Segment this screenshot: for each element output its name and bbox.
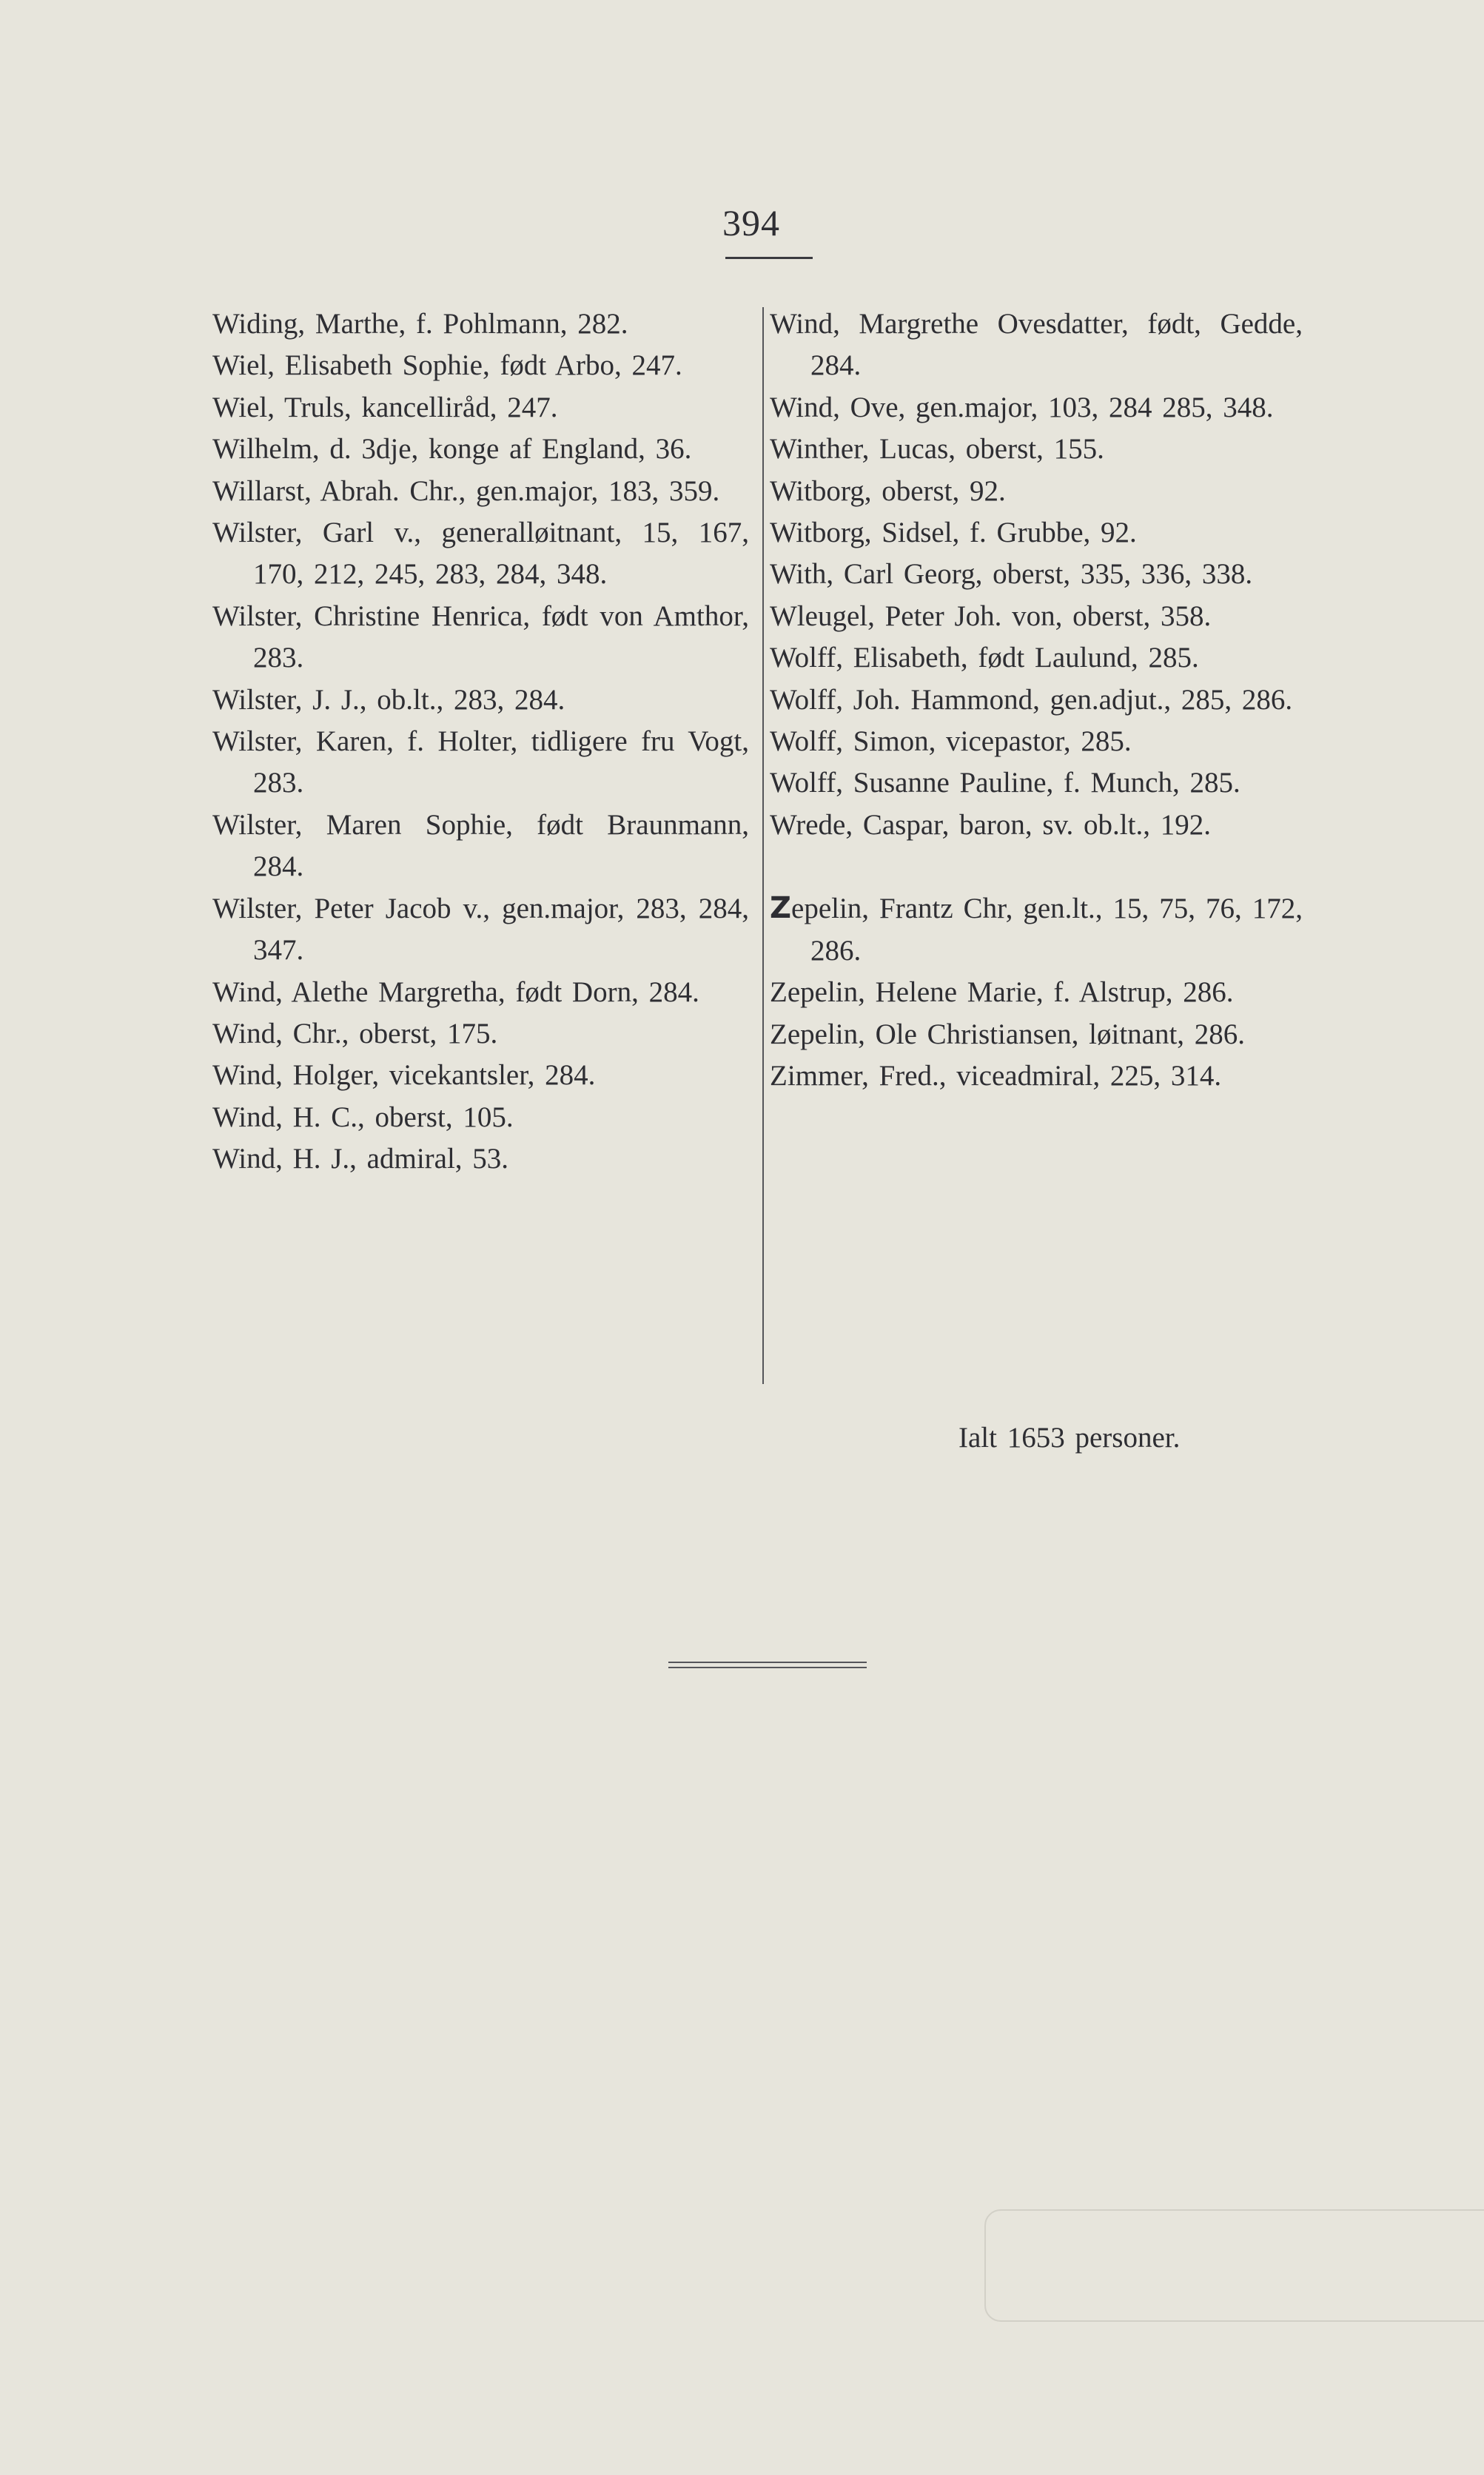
index-column-left	[212, 303, 749, 1181]
index-entry: Widing, Marthe, f. Pohlmann, 282.	[212, 308, 628, 340]
index-entry: Wiel, Truls, kancelliråd, 247.	[212, 391, 558, 423]
index-entry: Wind, Margrethe Ovesdatter, født, Gedde, 284.	[770, 308, 1303, 382]
index-entry: Wolff, Susanne Pauline, f. Munch, 285.	[770, 767, 1240, 799]
index-column-right	[770, 303, 1303, 1097]
index-entry: Wrede, Caspar, baron, sv. ob.lt., 192.	[770, 808, 1211, 841]
index-entry: Wind, H. C., oberst, 105.	[212, 1101, 514, 1133]
index-entry: With, Carl Georg, oberst, 335, 336, 338.	[770, 558, 1253, 591]
index-entry: Zimmer, Fred., viceadmiral, 225, 314.	[770, 1059, 1222, 1092]
total-persons: Ialt 1653 personer.	[958, 1422, 1181, 1454]
column-divider	[762, 307, 764, 1384]
index-entry: Wolff, Joh. Hammond, gen.adjut., 285, 286.	[770, 683, 1293, 716]
index-entry: Wind, H. J., admiral, 53.	[212, 1143, 509, 1175]
page-number: 394	[722, 202, 780, 244]
index-entry: Winther, Lucas, oberst, 155.	[770, 433, 1104, 466]
index-entry: Wind, Holger, vicekantsler, 284.	[212, 1059, 596, 1092]
index-entry: Wind, Chr., oberst, 175.	[212, 1017, 498, 1050]
index-entry: Zepelin, Ole Christiansen, løitnant, 286.	[770, 1018, 1246, 1050]
index-entry: Wilster, Garl v., generalløitnant, 15, 167, 170, 212, 245, 283, 284, 348.	[212, 517, 749, 591]
index-entry: Wind, Ove, gen.major, 103, 284 285, 348.	[770, 391, 1274, 423]
index-entry: Wolff, Simon, vicepastor, 285.	[770, 725, 1132, 758]
faint-stamp-box	[984, 2209, 1484, 2322]
index-entry: Wilster, J. J., ob.lt., 283, 284.	[212, 683, 565, 716]
index-entry: Wilster, Maren Sophie, født Braunmann, 284.	[212, 808, 749, 883]
index-entry: Wilster, Peter Jacob v., gen.major, 283, 284, 347.	[212, 892, 749, 967]
index-entry: Wind, Alethe Margretha, født Dorn, 284.	[212, 975, 699, 1008]
index-entry: Wiel, Elisabeth Sophie, født Arbo, 247.	[212, 349, 682, 382]
index-entry: Zepelin, Helene Marie, f. Alstrup, 286.	[770, 976, 1234, 1009]
index-entry: Witborg, oberst, 92.	[770, 474, 1006, 507]
index-entry: Wleugel, Peter Joh. von, oberst, 358.	[770, 600, 1212, 632]
index-entry: Wilster, Christine Henrica, født von Amthor, 283.	[212, 600, 749, 674]
index-entry-text: epelin, Frantz Chr, gen.lt., 15, 75, 76, 172, 286.	[791, 893, 1303, 967]
index-entry: Wilhelm, d. 3dje, konge af England, 36.	[212, 433, 692, 466]
index-entry-z-first	[770, 887, 1303, 972]
section-initial-z: Z	[770, 891, 792, 926]
index-entry: Willarst, Abrah. Chr., gen.major, 183, 359.	[212, 474, 720, 507]
page-number-rule	[725, 257, 813, 259]
index-entry: Wilster, Karen, f. Holter, tidligere fru Vogt, 283.	[212, 725, 749, 799]
index-entry: Witborg, Sidsel, f. Grubbe, 92.	[770, 517, 1137, 549]
end-double-rule	[668, 1662, 867, 1668]
index-entry: Wolff, Elisabeth, født Laulund, 285.	[770, 642, 1199, 674]
